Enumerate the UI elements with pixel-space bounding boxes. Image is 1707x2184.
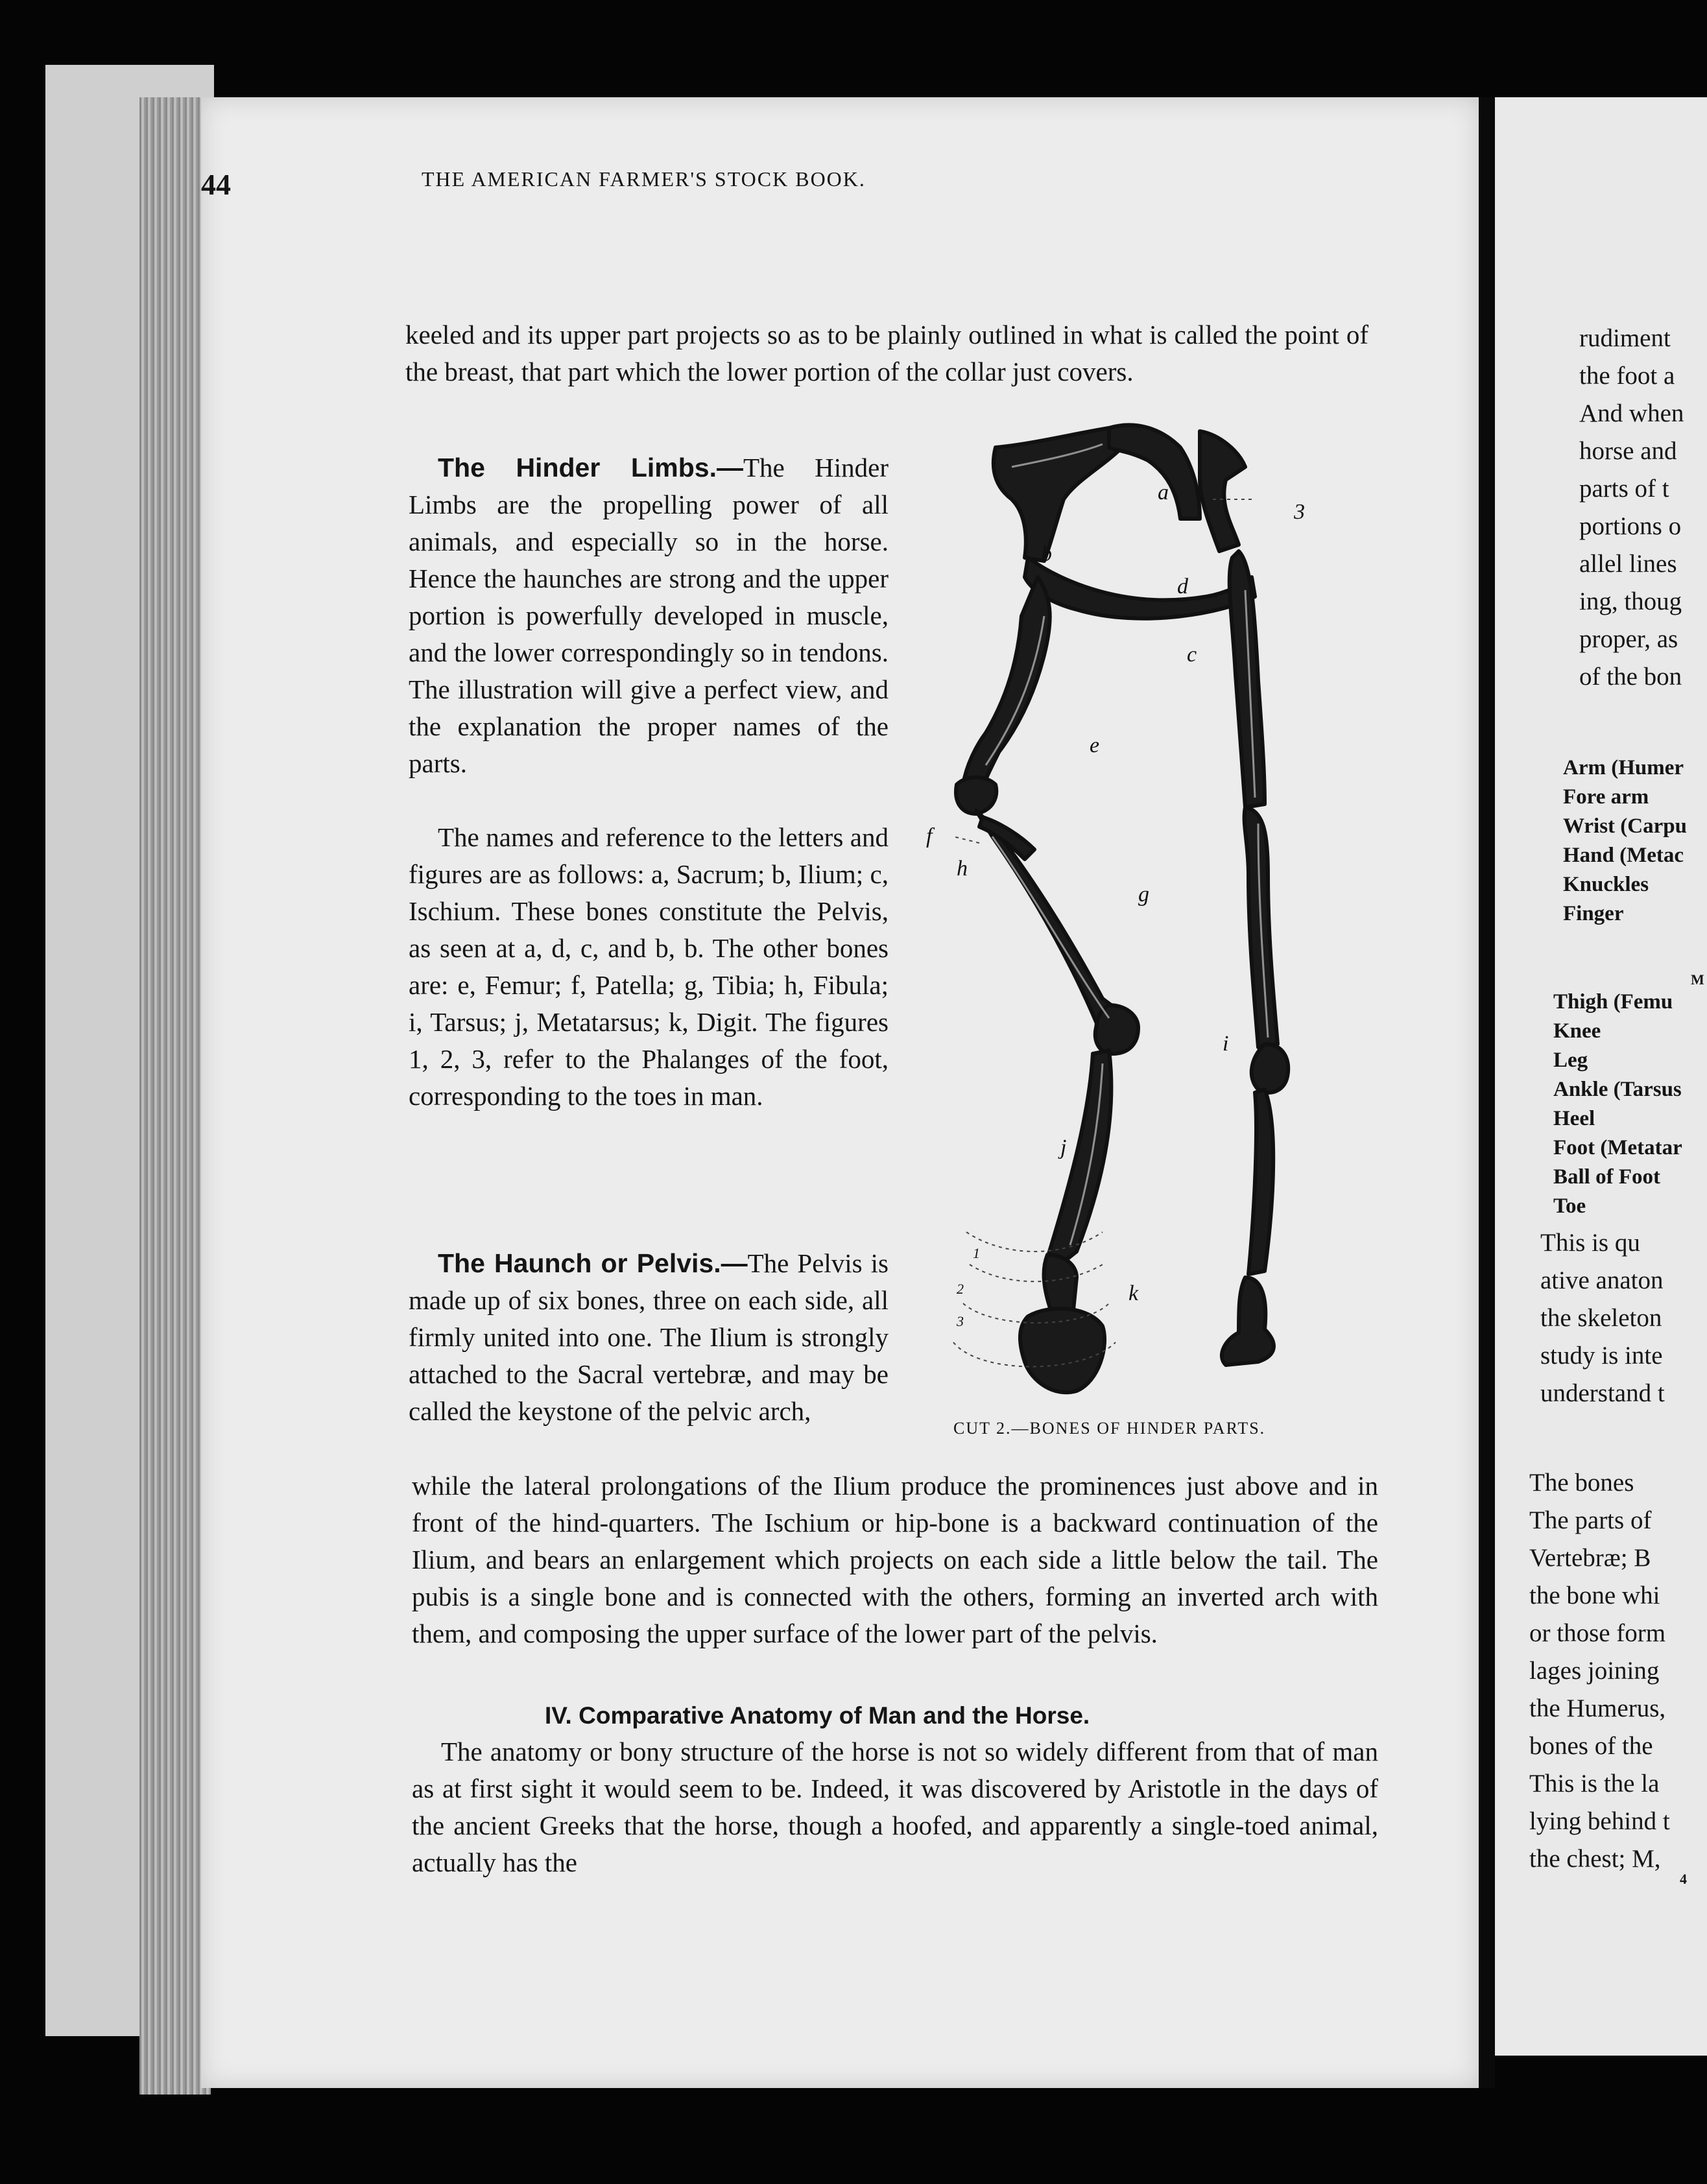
list-item: Heel [1553, 1107, 1595, 1130]
right-bottom-text [1529, 1464, 1670, 1878]
label-three-top: 3 [1294, 500, 1305, 524]
digit [1044, 1255, 1077, 1310]
hind-limb-list [1553, 988, 1682, 1221]
right-line: This is the la [1529, 1770, 1660, 1798]
right-line: lages joining [1529, 1657, 1660, 1685]
label-j: j [1060, 1135, 1067, 1159]
right-line: horse and [1579, 437, 1677, 465]
label-d: d [1177, 575, 1188, 599]
right-line: or those form [1529, 1619, 1666, 1647]
right-line: the chest; M, [1529, 1845, 1661, 1873]
section-heading: IV. Comparative Anatomy of Man and the Horse. [545, 1702, 1090, 1729]
right-line: the Humerus, [1529, 1694, 1666, 1722]
right-line: This is qu [1540, 1229, 1640, 1257]
label-2: 2 [957, 1281, 964, 1297]
label-a: a [1158, 481, 1169, 504]
right-line: ing, thoug [1579, 588, 1682, 615]
list-item: Foot (Metatar [1553, 1136, 1682, 1159]
right-line: of the bon [1579, 663, 1682, 691]
list-item: Leg [1553, 1049, 1588, 1072]
list-item: Knee [1553, 1019, 1601, 1043]
list-item: Ball of Foot [1553, 1165, 1660, 1189]
comparative-paragraph: The anatomy or bony structure of the horse is not so widely different from that of man as at first sight it would seem to be. Indeed, it was discovered by Aristotle in the days of the ancient Greeks that the horse, though a hoofed, and apparently a single-toed animal, actually has the [412, 1737, 1378, 1877]
label-e: e [1090, 733, 1100, 757]
right-line: ative anaton [1540, 1266, 1664, 1294]
haunch-text: The Pelvis is made up of six bones, three on each side, all firmly united into one. The Ilium is strongly attached to the Sacral vertebræ, and may be called the keystone of the pelvic arch, [409, 1248, 889, 1426]
right-sub-marker: M [1691, 971, 1704, 988]
tarsus-right [1252, 1044, 1288, 1093]
femur [963, 577, 1050, 788]
names-reference-paragraph: The names and reference to the letters and figures are as follows: a, Sacrum; b, Ilium; c, Ischium. These bones constitute the Pelvis, as seen at a, d, c, and b, b. The other bones are: e, Femur; f, Patella; g, Tibia; h, Fibula; i, Tarsus; j, Metatarsus; k, Digit. The figures 1, 2, 3, refer to the Phalanges of the foot, corresponding to the toes in man. [409, 822, 889, 1111]
list-item: Arm (Humer [1563, 756, 1684, 779]
right-line: understand t [1540, 1379, 1665, 1407]
hind-limb-skeleton-figure [914, 421, 1362, 1433]
femur-right [1230, 551, 1265, 807]
right-line: The parts of [1529, 1506, 1652, 1534]
right-line: allel lines [1579, 550, 1677, 578]
list-item: Hand (Metac [1563, 844, 1684, 867]
right-line: Vertebræ; B [1529, 1544, 1651, 1572]
hoof-right [1222, 1277, 1274, 1365]
right-line: And when [1579, 399, 1684, 427]
label-i: i [1223, 1032, 1229, 1056]
list-item: Wrist (Carpu [1563, 814, 1687, 838]
label-c: c [1187, 643, 1197, 667]
hoof-left [1020, 1309, 1104, 1392]
skeleton-illustration [914, 421, 1362, 1433]
ilium-right [1200, 431, 1245, 551]
page-edges [139, 97, 211, 2095]
list-item: Finger [1563, 902, 1624, 925]
hinder-limbs-paragraph [409, 449, 889, 782]
right-line: parts of t [1579, 475, 1669, 503]
tarsus [1095, 1005, 1138, 1054]
label-k: k [1128, 1281, 1139, 1305]
haunch-paragraph [409, 1245, 889, 1430]
haunch-continued-paragraph: while the lateral prolongations of the Ilium produce the prominences just above and in front of the hind-quarters. The Ischium or hip-bone is a backward continuation of the Ilium, and bears an enlargement which projects on each side a little below the tail. The pubis is a single bone and is connected with the others, forming an inverted arch with them, and composing the upper surface of the lower part of the pelvis. [412, 1471, 1378, 1648]
patella [956, 777, 996, 814]
right-line: bones of the [1529, 1732, 1653, 1760]
label-g: g [1138, 883, 1149, 907]
signature-mark: 4 [1680, 1871, 1687, 1887]
list-item: Toe [1553, 1194, 1586, 1218]
list-item: Ankle (Tarsus [1553, 1078, 1682, 1101]
right-top-text [1579, 320, 1684, 696]
right-line: lying behind t [1529, 1807, 1670, 1835]
right-middle-text [1540, 1224, 1665, 1412]
ischium [1025, 558, 1255, 619]
label-f: f [926, 824, 933, 848]
page-number: 44 [201, 168, 231, 201]
right-line: The bones [1529, 1469, 1634, 1497]
right-line: study is inte [1540, 1342, 1663, 1370]
ilium-left [994, 428, 1122, 561]
right-line: the bone whi [1529, 1582, 1660, 1609]
label-h: h [957, 857, 968, 881]
right-line: the foot a [1579, 362, 1675, 390]
label-1: 1 [973, 1245, 980, 1261]
sacrum [1109, 425, 1200, 519]
haunch-heading: The Haunch or Pelvis.— [438, 1248, 748, 1278]
metatarsus-right [1248, 1089, 1273, 1274]
list-item: Thigh (Femu [1553, 990, 1673, 1014]
figure-caption: CUT 2.—BONES OF HINDER PARTS. [953, 1419, 1266, 1438]
right-line: portions o [1579, 512, 1682, 540]
label-3: 3 [957, 1313, 964, 1329]
list-item: Fore arm [1563, 785, 1649, 809]
fore-limb-list [1563, 754, 1687, 929]
hinder-limbs-heading: The Hinder Limbs.— [438, 453, 743, 482]
list-item: Knuckles [1563, 873, 1649, 896]
book-gutter [1479, 97, 1495, 2088]
right-line: proper, as [1579, 625, 1678, 653]
intro-paragraph: keeled and its upper part projects so as to be plainly outlined in what is called the point of the breast, that part which the lower portion of the collar just covers. [405, 320, 1368, 386]
hinder-limbs-text: The Hinder Limbs are the propelling power of all animals, and especially so in the horse. Hence the haunches are strong and the upper portion is powerfully developed in muscle, and the lower correspondingly so in tendons. The illustration will give a perfect view, and the explanation the proper names of the parts. [409, 453, 889, 778]
right-line: rudiment [1579, 324, 1671, 352]
running-head: THE AMERICAN FARMER'S STOCK BOOK. [422, 167, 866, 191]
label-b: b [1041, 542, 1052, 566]
right-line: the skeleton [1540, 1304, 1662, 1332]
